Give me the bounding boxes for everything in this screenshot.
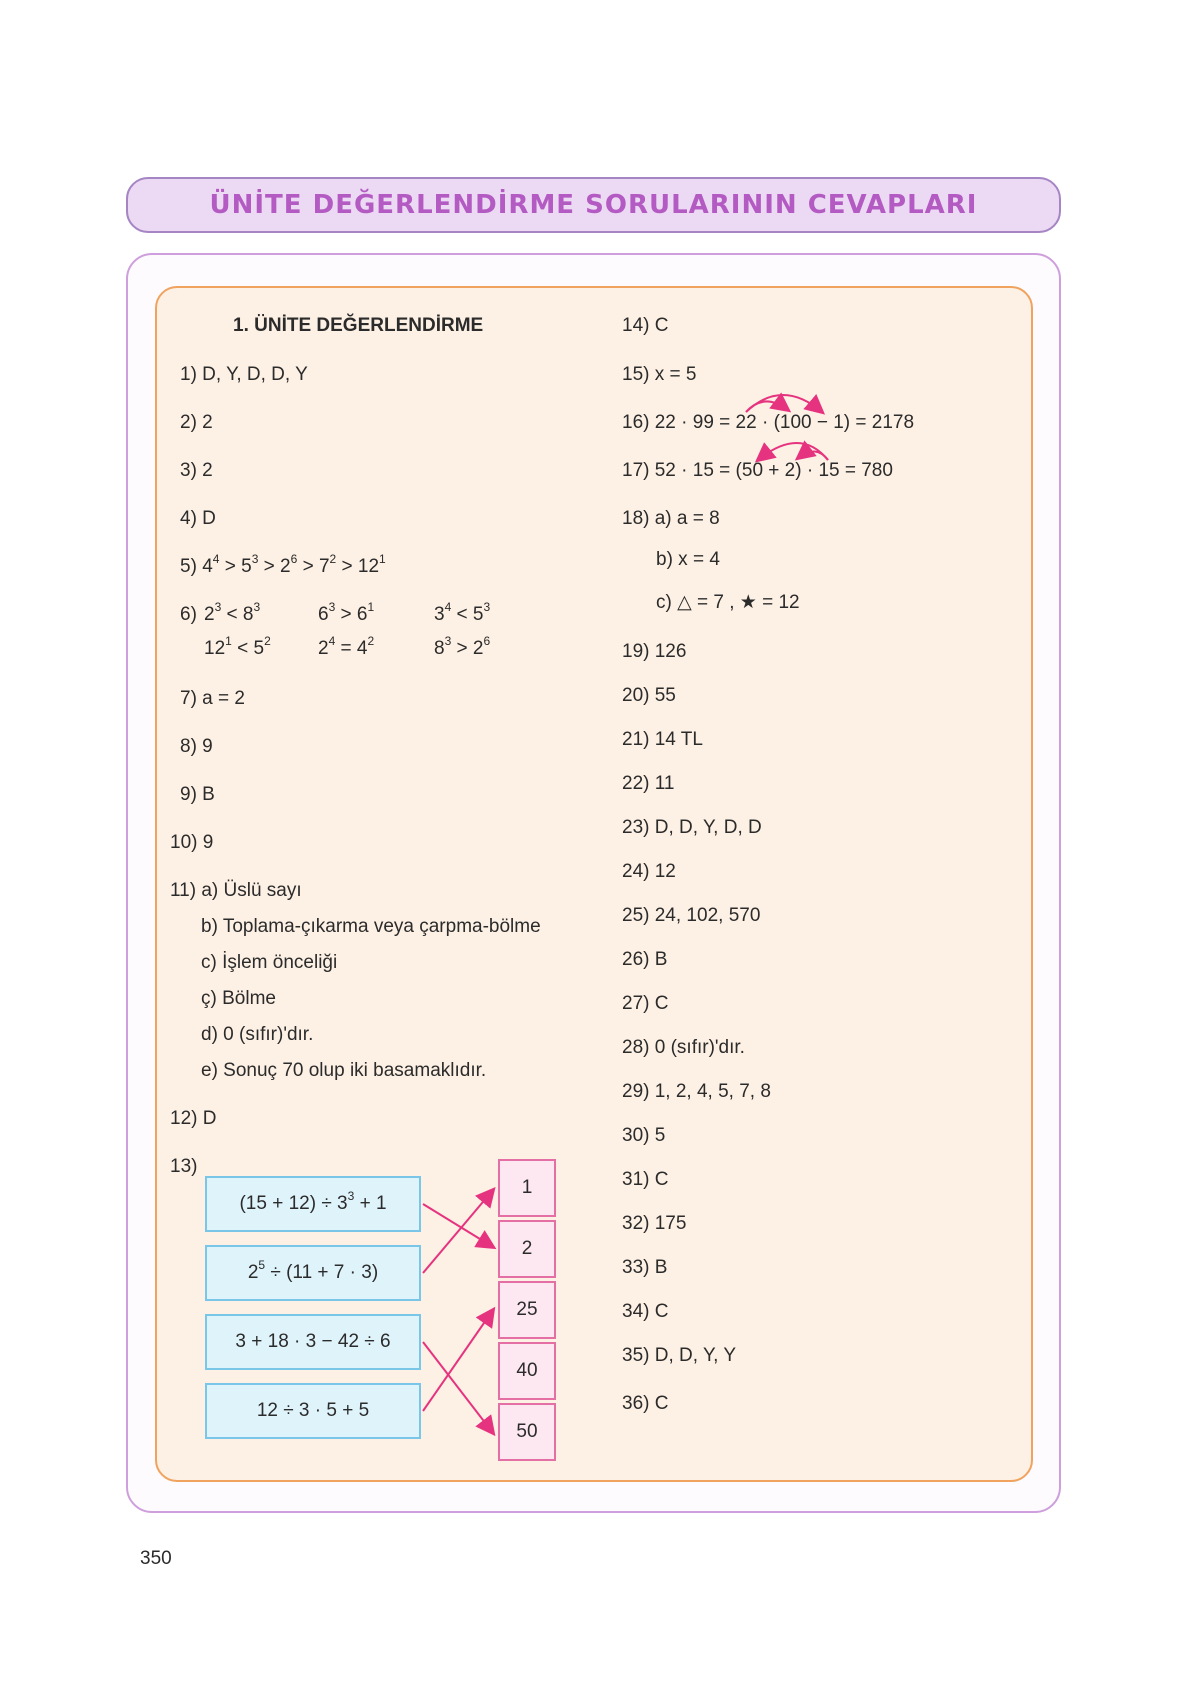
comparison: $2^3 < 8^3$ (204, 599, 261, 625)
answer-10: 10) 9 (170, 832, 214, 853)
answer-11e: e) Sonuç 70 olup iki basamaklıdır. (201, 1060, 487, 1081)
answer-26: 26) B (622, 949, 668, 970)
answer-13: 13) (170, 1156, 198, 1177)
match-arrow (423, 1310, 493, 1411)
expression-box: 12 ÷ 3 · 5 + 5 (205, 1383, 421, 1439)
answer-17: 17) 52 · 15 = (50 + 2) · 15 = 780 (622, 460, 893, 481)
power-term: $5^3$ (472, 599, 491, 625)
answer-23: 23) D, D, Y, D, D (622, 817, 762, 838)
answer-22: 22) 11 (622, 773, 675, 794)
answer-8: 8) 9 (180, 736, 213, 757)
answer-27: 27) C (622, 993, 669, 1014)
answer-19: 19) 126 (622, 641, 687, 662)
power-term: $5^2$ (253, 633, 271, 659)
answer-18b: b) x = 4 (656, 549, 720, 570)
power-term: $4^2$ (356, 633, 375, 659)
power-term: $2^3$ (204, 599, 222, 625)
comparison: $3^4 < 5^3$ (434, 599, 491, 625)
answer-29: 29) 1, 2, 4, 5, 7, 8 (622, 1081, 771, 1102)
answer-11b: b) Toplama-çıkarma veya çarpma-bölme (201, 916, 541, 937)
answer-2: 2) 2 (180, 412, 213, 433)
answer-16: 16) 22 · 99 = 22 · (100 − 1) = 2178 (622, 412, 915, 433)
power-term: $5^3$ (241, 551, 259, 577)
answer-7: 7) a = 2 (180, 688, 245, 709)
power-term: $2^6$ (472, 633, 491, 659)
result-box: 1 (498, 1159, 556, 1217)
result-box: 2 (498, 1220, 556, 1278)
power-term: $6^1$ (356, 599, 375, 625)
power-term: $8^3$ (434, 633, 452, 659)
match-arrow (423, 1204, 493, 1247)
answer-35: 35) D, D, Y, Y (622, 1345, 737, 1366)
section-heading: 1. ÜNİTE DEĞERLENDİRME (233, 315, 484, 336)
expression-box: $(15 + 12) \div 3^3 + 1$ (205, 1176, 421, 1232)
power-term: $2^4$ (318, 633, 336, 659)
answer-33: 33) B (622, 1257, 668, 1278)
power-term: $3^4$ (434, 599, 452, 625)
power-term: $12^1$ (357, 551, 386, 577)
power-term: $6^3$ (318, 599, 336, 625)
answer-14: 14) C (622, 315, 669, 336)
answer-18a: 18) a) a = 8 (622, 508, 720, 529)
answer-21: 21) 14 TL (622, 729, 703, 750)
power-chain: $4^4 > 5^3 > 2^6 > 7^2 > 12^1$ (202, 551, 386, 577)
match-arrow (423, 1190, 493, 1273)
answer-36: 36) C (622, 1393, 669, 1414)
answer-11c: c) İşlem önceliği (201, 952, 338, 973)
answer-30: 30) 5 (622, 1125, 666, 1146)
expression-box: $2^5 \div (11 + 7 \cdot 3)$ (205, 1245, 421, 1301)
answer-6-label: 6) (180, 604, 197, 625)
result-box: 25 (498, 1281, 556, 1339)
answer-1: 1) D, Y, D, D, Y (180, 364, 308, 385)
page-title: ÜNİTE DEĞERLENDİRME SORULARININ CEVAPLARI (209, 190, 978, 220)
answer-20: 20) 55 (622, 685, 676, 706)
comparison: $12^1 < 5^2$ (204, 633, 271, 659)
page-number: 350 (140, 1548, 172, 1569)
answer-11d: d) 0 (sıfır)'dır. (201, 1024, 314, 1045)
answer-32: 32) 175 (622, 1213, 687, 1234)
answer-9: 9) B (180, 784, 215, 805)
match-arrow (423, 1342, 493, 1433)
power-term: $7^2$ (318, 551, 337, 577)
result-box: 50 (498, 1403, 556, 1461)
result-box: 40 (498, 1342, 556, 1400)
answer-31: 31) C (622, 1169, 669, 1190)
answer-5: 5) $4^4 > 5^3 > 2^6 > 7^2 > 12^1$ (180, 551, 386, 577)
comparison: $6^3 > 6^1$ (318, 599, 375, 625)
answer-18c: c) △ = 7 , ★ = 12 (656, 592, 800, 613)
power-term: $12^1$ (204, 633, 232, 659)
power-term: $2^6$ (280, 551, 298, 577)
answer-11cc: ç) Bölme (201, 988, 276, 1009)
answer-25: 25) 24, 102, 570 (622, 905, 761, 926)
answer-3: 3) 2 (180, 460, 213, 481)
answer-4: 4) D (180, 508, 216, 529)
comparison: $8^3 > 2^6$ (434, 633, 491, 659)
expression-box: 3 + 18 · 3 − 42 ÷ 6 (205, 1314, 421, 1370)
power-term: $8^3$ (242, 599, 261, 625)
answer-28: 28) 0 (sıfır)'dır. (622, 1037, 745, 1058)
answer-11a: 11) a) Üslü sayı (170, 880, 302, 901)
answer-12: 12) D (170, 1108, 217, 1129)
answer-24: 24) 12 (622, 861, 676, 882)
power-term: $4^4$ (202, 551, 220, 577)
comparison: $2^4 = 4^2$ (318, 633, 375, 659)
answer-34: 34) C (622, 1301, 669, 1322)
answer-15: 15) x = 5 (622, 364, 697, 385)
